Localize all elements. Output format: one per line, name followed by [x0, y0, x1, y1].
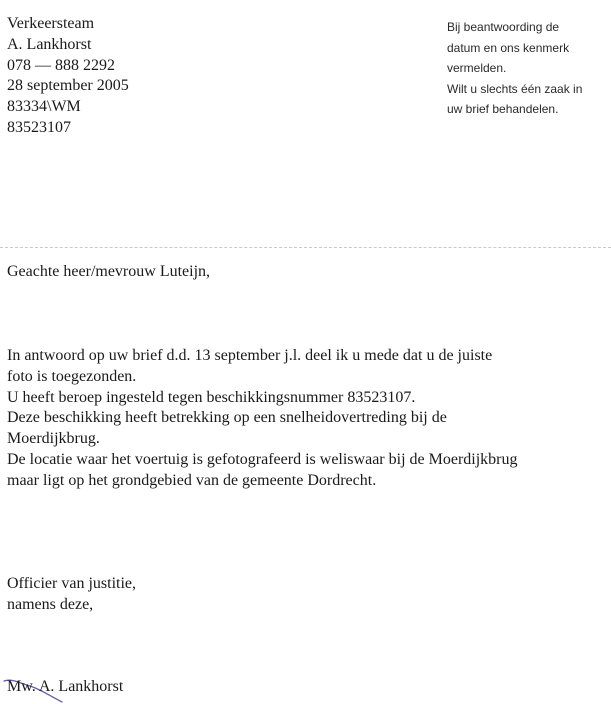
notice-line: Wilt u slechts één zaak in: [447, 81, 583, 96]
notice-line: vermelden.: [447, 61, 507, 75]
case-number: 83523107: [7, 118, 71, 136]
notice-line: datum en ons kenmerk: [447, 40, 570, 55]
signature-name: Mw. A. Lankhorst: [7, 678, 124, 695]
notice-line: uw brief behandelen.: [447, 102, 559, 116]
letter-date: 28 september 2005: [7, 77, 129, 95]
closing-title: Officier van justitie,: [7, 575, 136, 592]
body-line: Moerdijkbrug.: [7, 430, 100, 448]
fold-line-divider: [0, 247, 611, 248]
body-line: In antwoord op uw brief d.d. 13 september j.l. deel ik u mede dat u de juiste: [7, 347, 493, 364]
closing-on-behalf: namens deze,: [7, 595, 94, 613]
letter-reference: 83334\WM: [7, 98, 81, 116]
sender-phone: 078 — 888 2292: [7, 56, 115, 74]
notice-line: Bij beantwoording de: [447, 20, 560, 34]
letter-body: [7, 346, 607, 492]
sender-block: [7, 14, 129, 139]
salutation: Geachte heer/mevrouw Luteijn,: [7, 263, 211, 280]
body-line: maar ligt op het grondgebied van de gemeente Dordrecht.: [7, 471, 377, 489]
body-line: Deze beschikking heeft betrekking op een snelheidovertreding bij de: [7, 409, 447, 427]
reply-instructions: [447, 17, 582, 120]
sender-department: Verkeersteam: [7, 15, 95, 32]
sender-name: A. Lankhorst: [7, 35, 92, 53]
body-line: De locatie waar het voertuig is gefotografeerd is weliswaar bij de Moerdijkbrug: [7, 450, 518, 468]
body-line: foto is toegezonden.: [7, 367, 137, 385]
closing-block: [7, 574, 136, 616]
body-line: U heeft beroep ingesteld tegen beschikkingsnummer 83523107.: [7, 388, 416, 406]
